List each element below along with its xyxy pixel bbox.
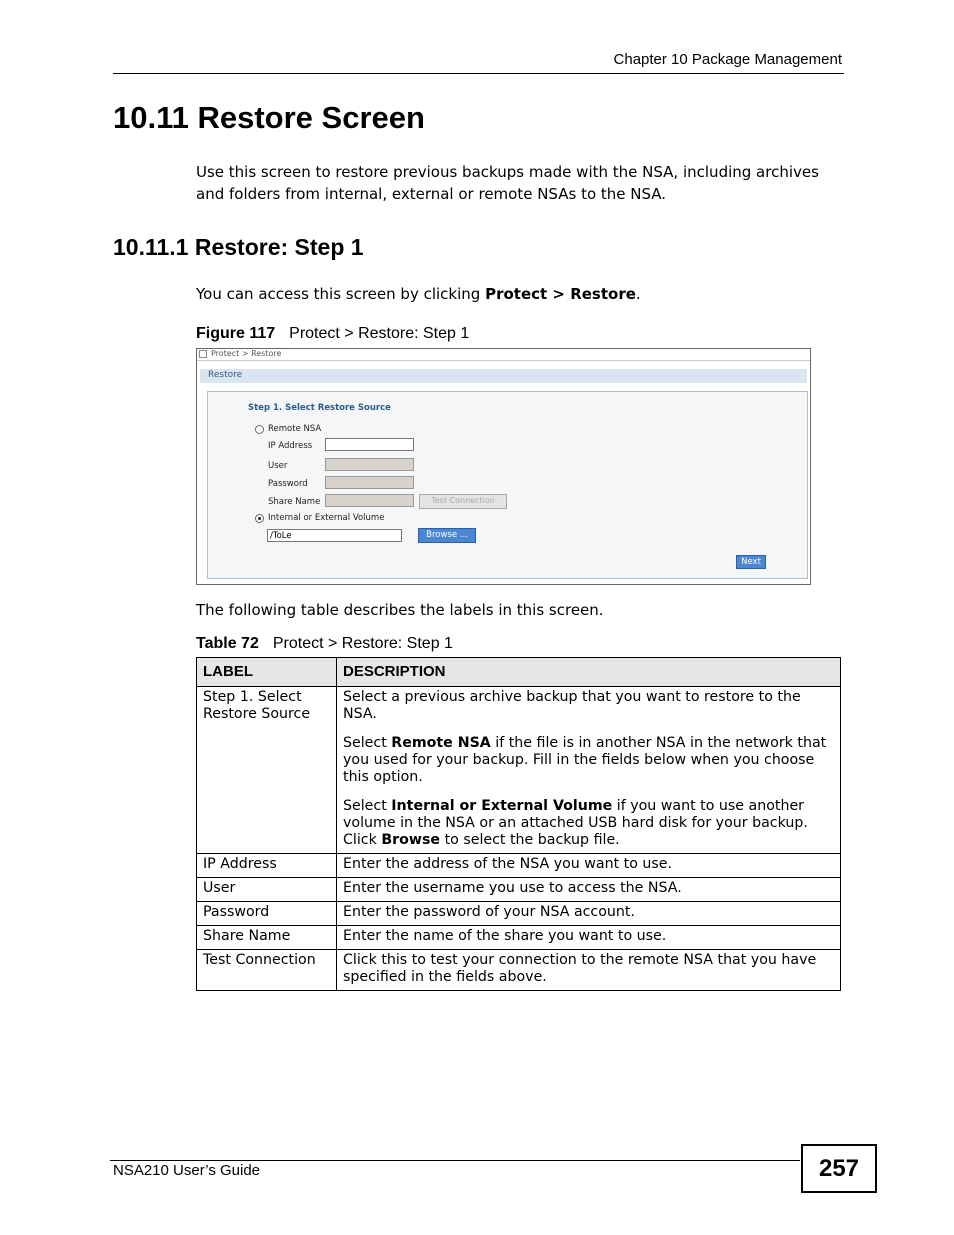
share-name-label: Share Name — [268, 497, 321, 507]
row-description: Enter the name of the share you want to use. — [337, 926, 841, 950]
footer-rule — [110, 1160, 800, 1161]
table-row — [197, 687, 841, 854]
desc-text: if the file is in another NSA in the network that you used for your backup. Fill in the fields below when you choose this option. — [343, 735, 827, 785]
row-description — [337, 687, 841, 854]
table-intro: The following table describes the labels in this screen. — [196, 601, 604, 619]
subsection-title: 10.11.1 Restore: Step 1 — [113, 234, 364, 260]
breadcrumb-divider — [197, 360, 810, 361]
restore-title: Restore — [208, 370, 243, 380]
table-row — [197, 926, 841, 950]
access-suffix: . — [635, 285, 641, 303]
password-input[interactable] — [325, 476, 414, 489]
access-prefix: You can access this screen by clicking — [196, 285, 486, 303]
restore-panel — [207, 391, 808, 579]
remote-nsa-label: Remote NSA — [268, 424, 322, 434]
desc-bold: Browse — [381, 832, 441, 848]
desc-paragraph — [343, 735, 834, 786]
figure-caption-text: Protect > Restore: Step 1 — [289, 325, 470, 342]
access-instructions — [196, 283, 846, 305]
row-label: Share Name — [197, 926, 337, 950]
row-description: Enter the password of your NSA account. — [337, 902, 841, 926]
figure-screenshot — [196, 348, 811, 585]
table-row — [197, 902, 841, 926]
table-row — [197, 878, 841, 902]
desc-bold: Remote NSA — [391, 735, 491, 751]
ip-address-input[interactable] — [325, 438, 414, 451]
table-row — [197, 854, 841, 878]
header-rule — [113, 73, 844, 74]
chapter-header: Chapter 10 Package Management — [613, 51, 842, 68]
row-description: Click this to test your connection to the remote NSA that you have specified in the fields above. — [337, 950, 841, 991]
user-input[interactable] — [325, 458, 414, 471]
figure-label: Figure 117 — [196, 325, 276, 342]
breadcrumb-text: Protect > Restore — [211, 349, 282, 358]
table-caption-text: Protect > Restore: Step 1 — [272, 635, 453, 652]
desc-text: Select — [343, 735, 392, 751]
desc-paragraph — [343, 798, 834, 849]
restore-title-bar — [200, 369, 807, 383]
table-row — [197, 950, 841, 991]
page-number: 257 — [801, 1144, 877, 1193]
row-label: Test Connection — [197, 950, 337, 991]
table-label: Table 72 — [196, 635, 259, 652]
desc-text: if you want to use another volume in the NSA or an attached USB hard disk for your backup. Click — [343, 798, 808, 848]
header-label: LABEL — [197, 658, 337, 687]
row-label: Password — [197, 902, 337, 926]
section-intro: Use this screen to restore previous backups made with the NSA, including archives and folders from internal, external or remote NSAs to the NSA. — [196, 163, 819, 203]
page-icon — [199, 350, 207, 358]
desc-text: to select the backup file. — [440, 832, 620, 848]
row-label: Step 1. Select Restore Source — [197, 687, 337, 854]
access-path: Protect > Restore — [485, 285, 636, 303]
internal-external-label: Internal or External Volume — [268, 513, 385, 523]
table-caption — [196, 635, 453, 653]
row-description: Enter the username you use to access the NSA. — [337, 878, 841, 902]
header-description: DESCRIPTION — [337, 658, 841, 687]
figure-caption — [196, 325, 469, 343]
remote-nsa-radio[interactable] — [255, 425, 264, 434]
ip-address-label: IP Address — [268, 441, 313, 451]
browse-button[interactable]: Browse ... — [418, 528, 476, 543]
desc-bold: Internal or External Volume — [391, 798, 613, 814]
user-label: User — [268, 461, 288, 471]
breadcrumb — [199, 349, 281, 358]
next-button[interactable]: Next — [736, 555, 766, 569]
section-title: 10.11 Restore Screen — [113, 100, 425, 135]
guide-title: NSA210 User’s Guide — [113, 1162, 261, 1179]
row-label: User — [197, 878, 337, 902]
labels-table — [196, 657, 841, 991]
table-header-row — [197, 658, 841, 687]
share-name-input[interactable] — [325, 494, 414, 507]
internal-external-radio[interactable] — [255, 514, 264, 523]
password-label: Password — [268, 479, 308, 489]
row-label: IP Address — [197, 854, 337, 878]
volume-path-input[interactable]: /ToLe — [267, 529, 402, 542]
row-description: Enter the address of the NSA you want to use. — [337, 854, 841, 878]
step-title: Step 1. Select Restore Source — [248, 403, 391, 413]
desc-paragraph: Select a previous archive backup that you want to restore to the NSA. — [343, 689, 801, 722]
test-connection-button[interactable]: Test Connection — [419, 494, 507, 509]
desc-text: Select — [343, 798, 392, 814]
